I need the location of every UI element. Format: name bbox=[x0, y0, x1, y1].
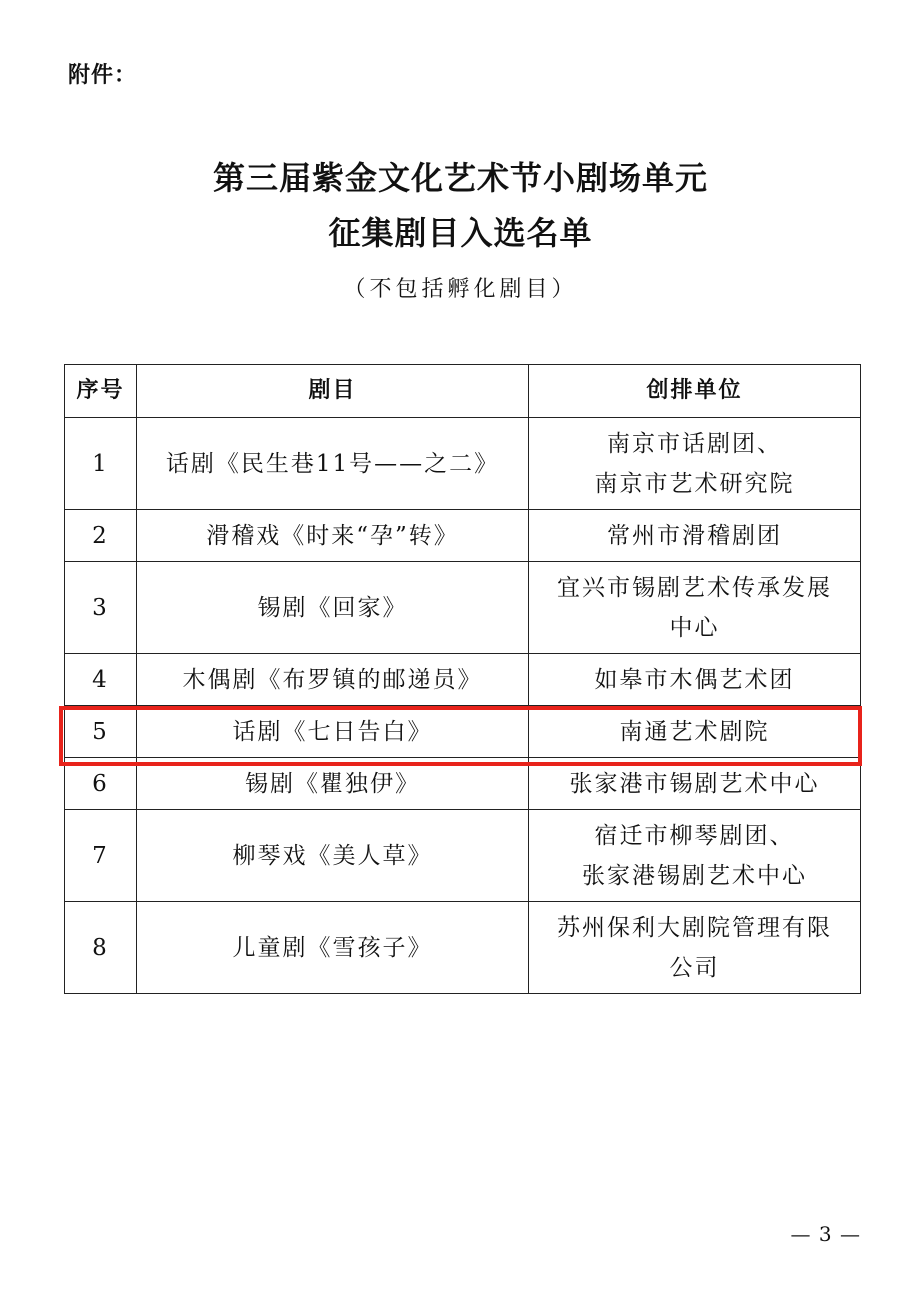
play-cell: 儿童剧《雪孩子》 bbox=[137, 902, 529, 994]
unit-cell bbox=[529, 810, 861, 902]
play-cell: 话剧《民生巷11号——之二》 bbox=[137, 418, 529, 510]
play-cell: 锡剧《回家》 bbox=[137, 562, 529, 654]
serial-cell: 4 bbox=[65, 654, 137, 706]
page-number: — 3 — bbox=[790, 1222, 861, 1246]
unit-cell bbox=[529, 562, 861, 654]
serial-cell: 5 bbox=[65, 706, 137, 758]
play-cell: 锡剧《瞿独伊》 bbox=[137, 758, 529, 810]
unit-cell bbox=[529, 510, 861, 562]
table-row bbox=[65, 418, 861, 510]
header-play: 剧目 bbox=[137, 365, 529, 418]
header-unit: 创排单位 bbox=[529, 365, 861, 418]
unit-line: 南京市话剧团、 bbox=[607, 430, 782, 457]
play-cell: 柳琴戏《美人草》 bbox=[137, 810, 529, 902]
unit-line: 苏州保利大剧院管理有限 bbox=[557, 914, 832, 941]
serial-cell: 1 bbox=[65, 418, 137, 510]
table-row bbox=[65, 902, 861, 994]
unit-line: 中心 bbox=[669, 614, 720, 641]
table-row bbox=[65, 510, 861, 562]
unit-cell bbox=[529, 758, 861, 810]
table-header-row bbox=[65, 365, 861, 418]
serial-cell: 8 bbox=[65, 902, 137, 994]
attachment-label: 附件： bbox=[68, 63, 138, 88]
unit-line: 张家港锡剧艺术中心 bbox=[582, 862, 807, 889]
table-row bbox=[65, 562, 861, 654]
unit-line: 宜兴市锡剧艺术传承发展 bbox=[557, 574, 832, 601]
serial-cell: 7 bbox=[65, 810, 137, 902]
serial-cell: 3 bbox=[65, 562, 137, 654]
unit-line: 南通艺术剧院 bbox=[619, 718, 770, 745]
unit-line: 如皋市木偶艺术团 bbox=[594, 666, 795, 693]
document-title-line-2: 征集剧目入选名单 bbox=[328, 214, 593, 252]
serial-cell: 2 bbox=[65, 510, 137, 562]
unit-cell bbox=[529, 654, 861, 706]
play-cell: 木偶剧《布罗镇的邮递员》 bbox=[137, 654, 529, 706]
play-cell: 话剧《七日告白》 bbox=[137, 706, 529, 758]
unit-line: 常州市滑稽剧团 bbox=[607, 522, 782, 549]
header-serial: 序号 bbox=[65, 365, 137, 418]
selection-table bbox=[64, 364, 861, 994]
table-row bbox=[65, 758, 861, 810]
document-title-line-1: 第三届紫金文化艺术节小剧场单元 bbox=[212, 159, 708, 197]
serial-cell: 6 bbox=[65, 758, 137, 810]
document-subtitle: （不包括孵化剧目） bbox=[343, 277, 578, 302]
table-row bbox=[65, 810, 861, 902]
unit-line: 南京市艺术研究院 bbox=[594, 470, 795, 497]
unit-cell bbox=[529, 418, 861, 510]
unit-line: 张家港市锡剧艺术中心 bbox=[569, 770, 820, 797]
play-cell: 滑稽戏《时来“孕”转》 bbox=[137, 510, 529, 562]
unit-line: 公司 bbox=[669, 954, 720, 981]
unit-line: 宿迁市柳琴剧团、 bbox=[594, 822, 795, 849]
table-row-highlighted bbox=[65, 706, 861, 758]
unit-cell bbox=[529, 706, 861, 758]
table-row bbox=[65, 654, 861, 706]
unit-cell bbox=[529, 902, 861, 994]
